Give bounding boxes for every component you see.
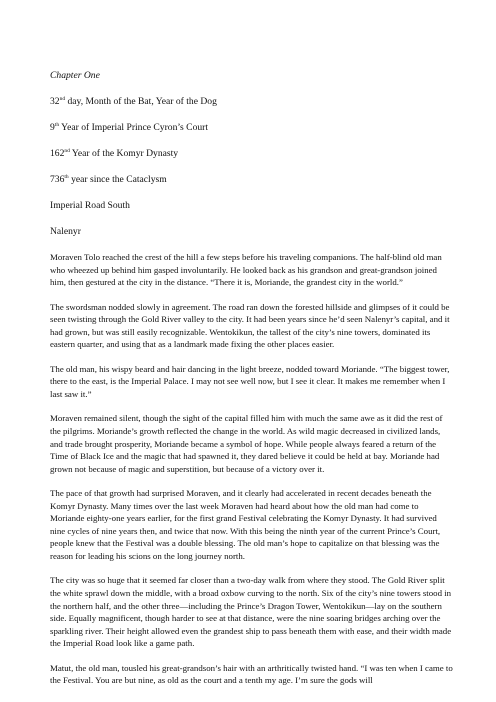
book-page <box>50 69 454 699</box>
ordinal-number: 9 <box>50 122 55 133</box>
ordinal-number: 736 <box>50 174 65 185</box>
ordinal-suffix: nd <box>64 147 70 154</box>
ordinal-suffix: th <box>54 121 60 128</box>
date-text: day, Month of the Bat, Year of the Dog <box>65 96 217 107</box>
city-line: Nalenyr <box>50 226 81 237</box>
date-text: Year of Imperial Prince Cyron’s Court <box>59 122 209 133</box>
ordinal-number: 32 <box>50 96 60 107</box>
date-line-dynasty <box>50 147 454 160</box>
date-line-court <box>50 121 454 134</box>
date-text: year since the Cataclysm <box>68 174 167 185</box>
date-line-cataclysm <box>50 173 454 186</box>
body-paragraph: The pace of that growth had surprised Moraven, and it clearly had accelerated in recent decades beneath the Komyr Dynasty. Many times over the last week Moraven had heard about how the old man had come to Moriande eighty-one years earlier, for the first grand Festival celebrating the Komyr Dynasty. It had survived nine cycles of nine years then, and twice that now. With this being the ninth year of the current Prince’s Court, people knew that the Festival was a double blessing. The old man’s hope to capitalize on that blessing was the reason for leading his scions on the long journey north. <box>50 488 441 561</box>
body-paragraph: The city was so huge that it seemed far closer than a two-day walk from where they stood. The Gold River split the white sprawl down the middle, with a broad oxbow curving to the north. Six of the city’s nine towers stood in the northern half, and the other three—including the Prince’s Dragon Tower, Wentokikun—lay on the southern side. Equally magnificent, though harder to see at that distance, were the nine soaring bridges arching over the sparkling river. Their height allowed even the grandest ship to pass beneath them with ease, and their width made the Imperial Road look like a game path. <box>50 575 452 649</box>
chapter-heading: Chapter One <box>50 70 100 81</box>
body-paragraph: The swordsman nodded slowly in agreement. The road ran down the forested hillside and glimpses of it could be seen twisting through the Gold River valley to the city. It had been years since he’d seen Nalenyr’s capital, and it had grown, but was still easily recognizable. Wentokikun, the tallest of the city’s nine towers, dominated its eastern quarter, and using that as a landmark made fixing the other places easier. <box>50 301 450 350</box>
body-paragraph: Moraven remained silent, though the sight of the capital filled him with much the same awe as it did the rest of the pilgrims. Moriande’s growth reflected the change in the world. As wild magic decreased in civilized lands, and trade brought prosperity, Moriande became a symbol of hope. While people always feared a return of the Time of Black Ice and the magic that had spawned it, they dared believe it could be held at bay. Moriande had grown not because of magic and superstition, but because of a victory over it. <box>50 413 443 474</box>
ordinal-suffix: nd <box>59 95 66 102</box>
ordinal-number: 162 <box>50 148 65 159</box>
ordinal-suffix: th <box>64 173 69 180</box>
location-line: Imperial Road South <box>50 200 130 211</box>
body-paragraph: Matut, the old man, tousled his great-grandson’s hair with an arthritically twisted hand. “I was ten when I came to the Festival. You are but nine, as old as the court and a tenth my age. I’m sure the gods will <box>50 662 453 686</box>
date-text: Year of the Komyr Dynasty <box>69 148 179 159</box>
body-paragraph: Moraven Tolo reached the crest of the hill a few steps before his traveling companions. The half-blind old man who wheezed up behind him gasped involuntarily. He looked back as his grandson and great-grandson joined him, then gestured at the city in the distance. “There it is, Moriande, the grandest city in the world.” <box>50 252 442 288</box>
date-line-day <box>50 95 454 108</box>
body-paragraph: The old man, his wispy beard and hair dancing in the light breeze, nodded toward Moriande. “The biggest tower, there to the east, is the Imperial Palace. I may not see well now, but I see it clear. It makes me remember when I last saw it.” <box>50 363 450 399</box>
